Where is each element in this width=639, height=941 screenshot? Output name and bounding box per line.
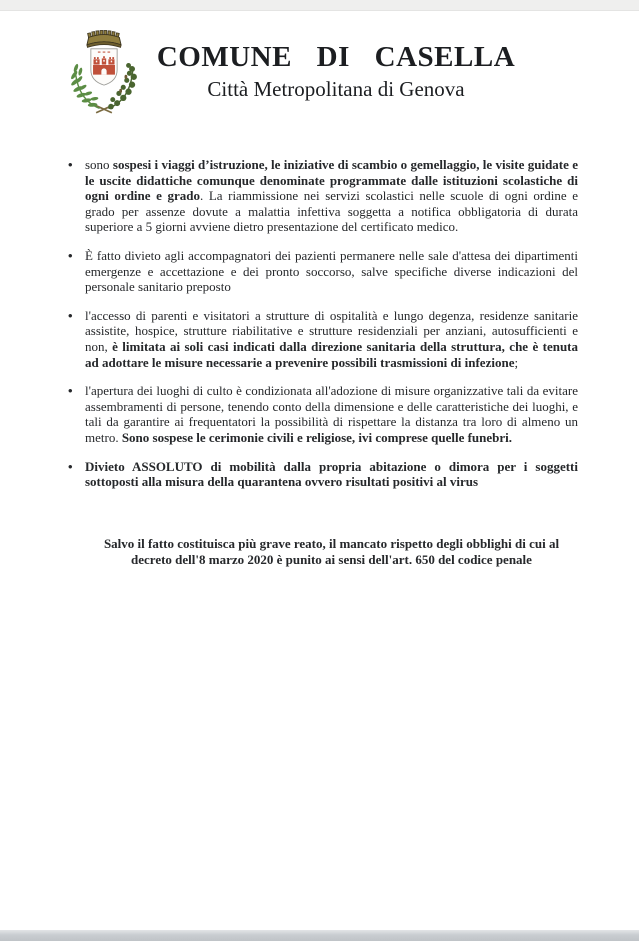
bullet-item: [68, 157, 579, 235]
bullet-marker: •: [68, 307, 73, 323]
bullet-text-segment: l'accesso di parenti e visitatori a strutture di ospitalità e lungo degenza, residenze sanitarie assistite, hospice, strutture riabilitative e strutture residenziali per anziani, autosufficienti e non,: [85, 307, 578, 354]
document-header: [145, 41, 527, 102]
bullet-text-segment: Sono sospese le cerimonie civili e religiose, ivi comprese quelle funebri.: [121, 429, 513, 445]
penalty-notice-line: Salvo il fatto costituisca più grave reato, il mancato rispetto degli obblighi di cui al: [103, 535, 560, 551]
municipality-title: COMUNE DI CASELLA: [156, 41, 516, 73]
bullet-text-segment: sospesi i viaggi d’istruzione, le iniziative di scambio o gemellaggio, le visite guidate e le uscite didattiche comunque denominate programmate dalle istituzioni scolastiche di ogni ordine e grado: [85, 157, 579, 204]
bullet-text-segment: . La riammissione nei servizi scolastici nelle scuole di ogni ordine e grado per assenze dovute a malattia infettiva soggetta a notifica obbligatoria di durata superiore a 5 giorni avviene dietro presentazione del certificato medico.: [85, 188, 578, 235]
bullet-marker: •: [68, 247, 73, 263]
penalty-notice-line: decreto dell'8 marzo 2020 è punito ai sensi dell'art. 650 del codice penale: [131, 552, 532, 568]
bullet-text-segment: ;: [514, 354, 519, 370]
bullet-text-segment: Divieto ASSOLUTO di mobilità dalla propria abitazione o dimora per i soggetti sottoposti alla misura della quarantena ovvero risultati positivi al virus: [85, 458, 578, 490]
bullet-marker: •: [68, 458, 73, 474]
ordinance-bullet-list: [68, 157, 579, 490]
viewer-bottom-edge: [0, 930, 639, 941]
bullet-text-segment: è limitata ai soli casi indicati dalla direzione sanitaria della struttura, che è tenuta ad adottare le misure necessarie a prevenire possibili trasmissioni di infezione: [85, 338, 578, 370]
viewer-top-edge: [0, 0, 639, 11]
penalty-notice: [85, 536, 578, 569]
bullet-item: [68, 383, 578, 445]
municipality-subtitle: Città Metropolitana di Genova: [207, 77, 465, 101]
bullet-marker: •: [68, 383, 73, 399]
shield: [91, 49, 117, 85]
bullet-text-segment: l'apertura dei luoghi di culto è condizionata all'adozione di misure organizzative tali da evitare assembramenti di persone, tenendo conto della dimensione e delle caratteristiche dei luoghi, e tali da garantire ai frequentatori la possibilità di rispettare la distanza tra loro di almeno un metro.: [85, 383, 578, 445]
bullet-item: [68, 247, 578, 295]
document-body: [68, 157, 579, 582]
document-page: [0, 11, 639, 930]
bullet-text-segment: È fatto divieto agli accompagnatori dei pazienti permanere nelle sale d'attesa dei dipartimenti emergenze e accettazione e dei pronto soccorso, salve specifiche diverse indicazioni del personale sanitario preposto: [85, 247, 578, 295]
coat-of-arms-icon: [64, 26, 144, 118]
bullet-text-segment: sono: [85, 157, 113, 172]
mural-crown: [87, 30, 121, 47]
bullet-item: [68, 307, 578, 370]
bullet-marker: •: [68, 157, 73, 172]
bullet-item: [68, 458, 578, 490]
